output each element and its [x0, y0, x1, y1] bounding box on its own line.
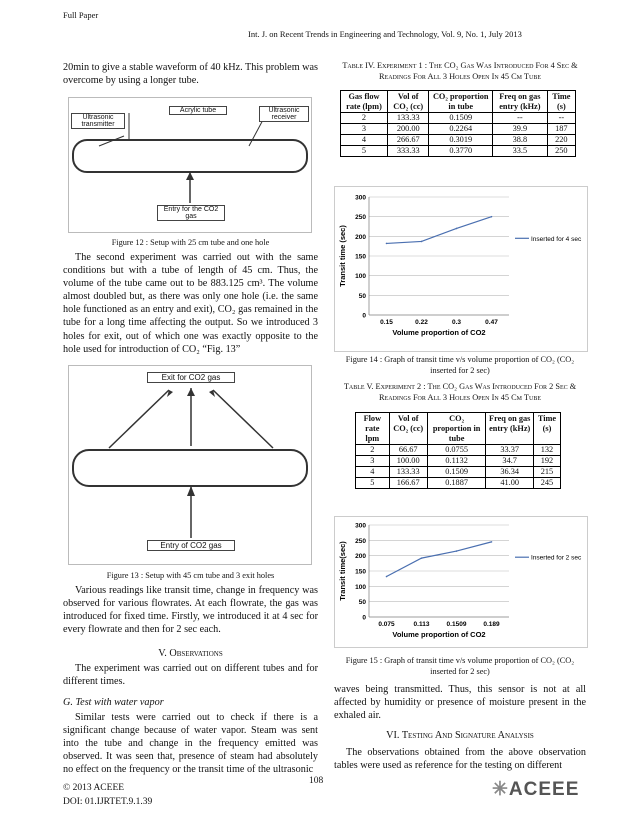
header-cell: CO₂ proportion in tube: [429, 91, 493, 113]
x-tick-label: 0.47: [485, 319, 498, 326]
table-cell: 200.00: [388, 124, 429, 135]
figure-15-caption: Figure 15 : Graph of transit time v/s volume proportion of CO₂ (CO₂ inserted for 2 sec): [345, 656, 575, 676]
section-v-heading: V. Observations: [158, 648, 223, 659]
y-tick-label: 250: [355, 214, 366, 222]
table-row: [356, 456, 561, 467]
paragraph-second-experiment: The second experiment was carried out with the same conditions but with a tube of length of 45 cm. Thus, the volume of the tube came out to be 883.125 cm³. The volume almost doubled but, as there was only one hole (i.e. the same hole functioned as an entry and exit), CO₂ gas remained in the tube for a long time affecting the output. So we introduced 3 holes for exit, out of which one was exactly opposite to the hole used for introduction of CO₂ “Fig. 13”: [63, 252, 318, 355]
table-cell: 2: [341, 113, 388, 124]
page-number: 108: [309, 776, 324, 786]
x-axis-label: Volume proportion of CO2: [392, 328, 486, 337]
y-tick-label: 200: [355, 233, 366, 241]
table-5: [355, 412, 561, 489]
figure-12-caption: Figure 12 : Setup with 25 cm tube and one hole: [111, 238, 270, 247]
paragraph-readings: Various readings like transit time, change in frequency was observed for various flowrates. At each flowrate, the gas was introduced for fixed time. Firstly, we introduced it at 4 sec for every flowrate and then for 2 sec each.: [63, 585, 318, 636]
header-cell: Time (s): [533, 413, 560, 445]
intro-paragraph: 20min to give a stable waveform of 40 kHz. This problem was overcome by using a longer tube.: [63, 62, 319, 87]
data-point: [456, 550, 458, 552]
y-tick-label: 50: [358, 599, 366, 607]
data-point: [386, 576, 388, 578]
table-row: [356, 445, 561, 456]
table-cell: --: [547, 113, 575, 124]
table-row: [356, 478, 561, 489]
paragraph-observations: The experiment was carried out on different tubes and for different times.: [63, 663, 318, 688]
y-axis-label: Transit time (sec): [338, 225, 347, 287]
receiver-label: Ultrasonic receiver: [259, 106, 309, 122]
table-cell: 5: [356, 478, 390, 489]
header-cell: Freq on gas entry (kHz): [493, 91, 548, 113]
x-tick-label: 0.075: [378, 621, 395, 628]
table-cell: 38.8: [493, 135, 548, 146]
x-tick-label: 0.22: [415, 319, 428, 326]
table-row: [341, 124, 576, 135]
table-cell: 100.00: [389, 456, 427, 467]
data-point: [456, 228, 458, 230]
x-tick-label: 0.15: [380, 319, 393, 326]
table-cell: 0.2264: [429, 124, 493, 135]
table-cell: 187: [547, 124, 575, 135]
footer-doi: DOI: 01.IJRTET.9.1.39: [63, 797, 153, 807]
table-row: [341, 135, 576, 146]
table-cell: 0.1887: [427, 478, 486, 489]
y-tick-label: 0: [362, 614, 366, 622]
table-cell: 36.34: [486, 467, 534, 478]
y-tick-label: 300: [355, 522, 366, 530]
gas-entry-label: Entry for the CO2 gas: [157, 205, 225, 221]
figure-14-caption: Figure 14 : Graph of transit time v/s volume proportion of CO₂ (CO₂ inserted for 2 sec): [345, 355, 575, 375]
table-cell: 220: [547, 135, 575, 146]
y-tick-label: 0: [362, 312, 366, 320]
table-cell: 4: [341, 135, 388, 146]
table-cell: --: [493, 113, 548, 124]
table-4-caption: Table IV. Experiment 1 : The CO₂ Gas Was Introduced For 4 Sec & Readings For All 3 Holes Open In 45 Cm Tube: [342, 61, 578, 81]
table-4: [340, 90, 576, 157]
chart-15-svg: [335, 517, 587, 647]
x-tick-label: 0.189: [483, 621, 500, 628]
table-cell: 0.3019: [429, 135, 493, 146]
table-cell: 0.1509: [427, 467, 486, 478]
table-cell: 0.1509: [429, 113, 493, 124]
header-cell: Freq on gas entry (kHz): [486, 413, 534, 445]
table-cell: 41.00: [486, 478, 534, 489]
y-tick-label: 50: [358, 292, 366, 300]
exit-label: Exit for CO2 gas: [147, 372, 235, 383]
table-cell: 3: [356, 456, 390, 467]
section-vi-heading: VI. Testing And Signature Analysis: [386, 730, 534, 741]
table-cell: 250: [547, 146, 575, 157]
table-cell: 66.67: [389, 445, 427, 456]
data-point: [421, 557, 423, 559]
table-cell: 0.0755: [427, 445, 486, 456]
table-cell: 0.1132: [427, 456, 486, 467]
table-cell: 3: [341, 124, 388, 135]
table-cell: 2: [356, 445, 390, 456]
table-row: [341, 113, 576, 124]
table-cell: 34.7: [486, 456, 534, 467]
paragraph-testing: The observations obtained from the above observation tables were used as reference for the testing on different: [334, 747, 586, 772]
aceee-logo: [492, 778, 579, 801]
table-header-row: [356, 413, 561, 445]
y-tick-label: 100: [355, 583, 366, 591]
figure-12-setup: [68, 97, 312, 233]
y-tick-label: 200: [355, 553, 366, 561]
data-point: [491, 216, 493, 218]
header-cell: Vol of CO₂ (cc): [389, 413, 427, 445]
table-cell: 132: [533, 445, 560, 456]
series-line: [387, 217, 492, 244]
entry-label: Entry of CO2 gas: [147, 540, 235, 551]
table-row: [341, 146, 576, 157]
header-cell: Time (s): [547, 91, 575, 113]
paragraph-water-vapor: Similar tests were carried out to check if there is a significant change because of water vapor. Steam was sent into the tube and change in the frequency emitted was observed. It was seen that, presence of steam had absolutely no effect on the frequency or the transit time of the ultrasonic: [63, 712, 318, 776]
x-tick-label: 0.1509: [446, 621, 467, 628]
table-cell: 333.33: [388, 146, 429, 157]
footer-copyright: © 2013 ACEEE: [63, 783, 125, 793]
logo-text: ACEEE: [508, 779, 580, 800]
journal-header: Int. J. on Recent Trends in Engineering and Technology, Vol. 9, No. 1, July 2013: [248, 29, 522, 39]
acrylic-tube-label: Acrylic tube: [169, 106, 227, 115]
header-cell: Gas flow rate (lpm): [341, 91, 388, 113]
transmitter-label: Ultrasonic transmitter: [71, 113, 125, 129]
series-line: [387, 542, 492, 577]
table-cell: 266.67: [388, 135, 429, 146]
table-cell: 33.37: [486, 445, 534, 456]
header-cell: CO₂ proportion in tube: [427, 413, 486, 445]
figure-15-chart: [334, 516, 588, 648]
data-point: [421, 241, 423, 243]
table-row: [356, 467, 561, 478]
table-cell: 33.5: [493, 146, 548, 157]
table-cell: 39.9: [493, 124, 548, 135]
table-cell: 4: [356, 467, 390, 478]
paragraph-waves: waves being transmitted. Thus, this sensor is not at all affected by humidity or presence of moisture present in the exhaled air.: [334, 684, 586, 722]
table-cell: 166.67: [389, 478, 427, 489]
chart-14-svg: [335, 187, 587, 351]
table-cell: 5: [341, 146, 388, 157]
header-cell: Vol of CO₂ (cc): [388, 91, 429, 113]
figure-13-setup: [68, 365, 312, 565]
y-tick-label: 100: [355, 273, 366, 281]
y-tick-label: 150: [355, 568, 366, 576]
table-cell: 133.33: [388, 113, 429, 124]
y-tick-label: 300: [355, 194, 366, 202]
y-axis-label: Transit time(sec): [338, 541, 347, 601]
x-tick-label: 0.113: [413, 621, 430, 628]
subsection-g-heading: G. Test with water vapor: [63, 697, 164, 708]
x-tick-label: 0.3: [451, 319, 462, 326]
table-header-row: [341, 91, 576, 113]
data-point: [491, 541, 493, 543]
table-cell: 245: [533, 478, 560, 489]
logo-mark-icon: ✳: [492, 779, 509, 800]
table-cell: 215: [533, 467, 560, 478]
header-cell: Flow rate lpm: [356, 413, 390, 445]
legend-label: Inserted for 2 sec: [531, 554, 582, 562]
y-tick-label: 150: [355, 253, 366, 261]
table-cell: 0.3770: [429, 146, 493, 157]
figure-13-caption: Figure 13 : Setup with 45 cm tube and 3 exit holes: [106, 571, 275, 580]
legend-label: Inserted for 4 sec: [531, 235, 582, 243]
table-5-caption: Table V. Experiment 2 : The CO₂ Gas Was Introduced For 2 Sec & Readings For All 3 Holes Open In 45 Cm Tube: [343, 382, 577, 402]
header-label: Full Paper: [63, 10, 99, 20]
y-tick-label: 250: [355, 537, 366, 545]
x-axis-label: Volume proportion of CO2: [392, 630, 486, 639]
table-cell: 192: [533, 456, 560, 467]
table-cell: 133.33: [389, 467, 427, 478]
data-point: [386, 243, 388, 245]
figure-14-chart: [334, 186, 588, 352]
